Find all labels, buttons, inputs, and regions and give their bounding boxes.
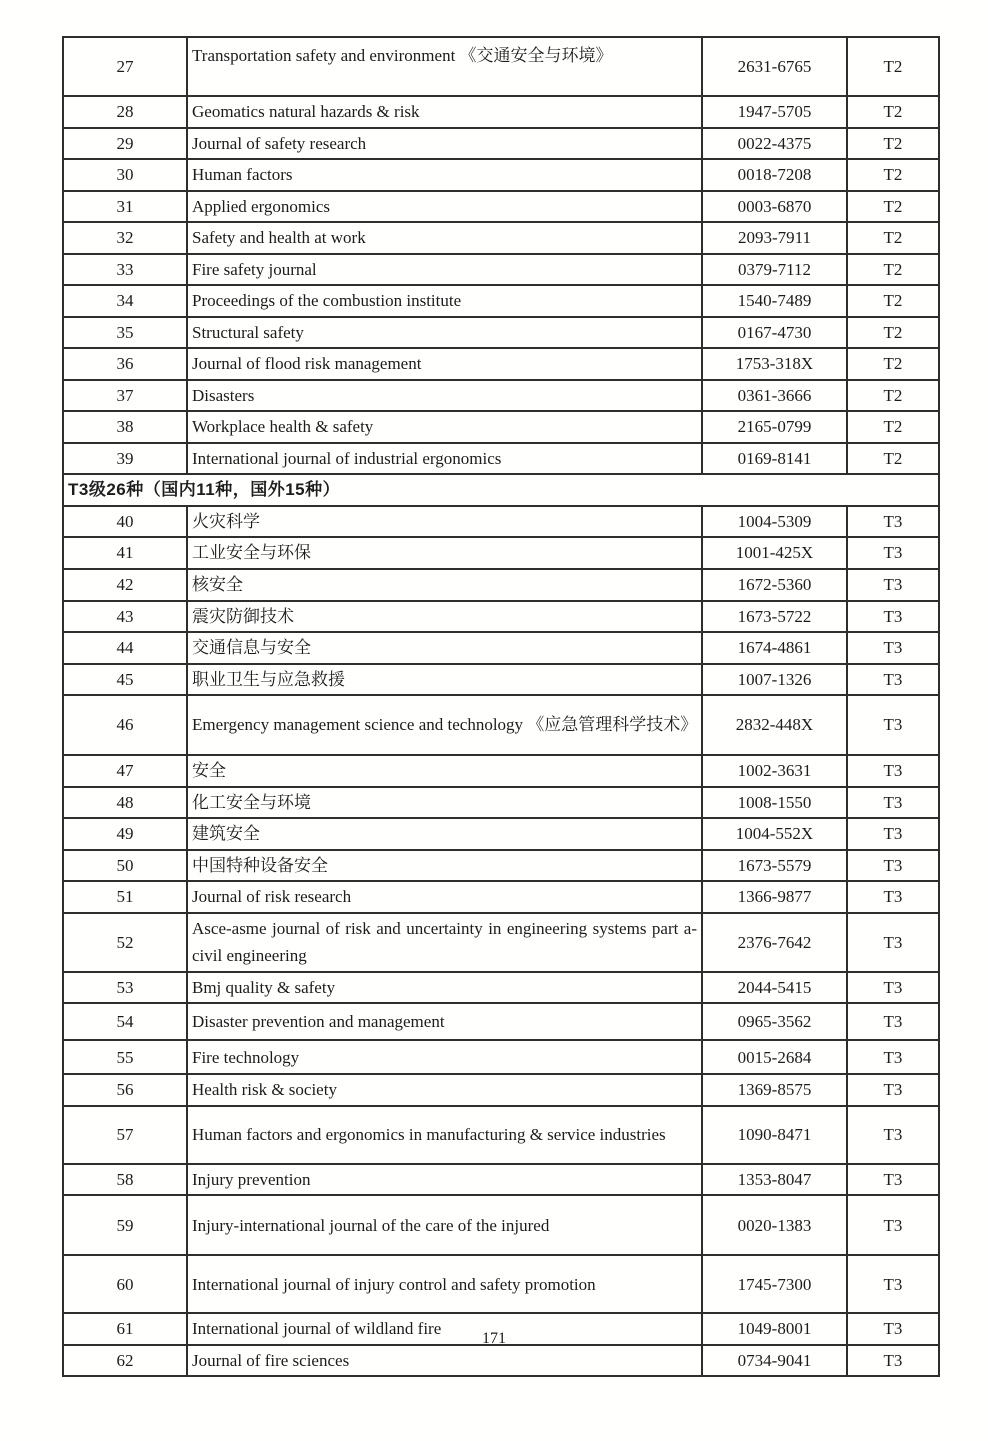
table-row (63, 632, 939, 664)
issn-cell: 0018-7208 (702, 159, 847, 191)
issn-cell: 1674-4861 (702, 632, 847, 664)
table-row (63, 37, 939, 96)
row-number-cell: 31 (63, 191, 187, 223)
issn-cell: 0003-6870 (702, 191, 847, 223)
table-row (63, 380, 939, 412)
journal-name-cell: Geomatics natural hazards & risk (187, 96, 702, 128)
journal-name-cell: Fire safety journal (187, 254, 702, 286)
tier-cell: T2 (847, 96, 939, 128)
row-number-cell: 50 (63, 850, 187, 882)
journal-name-cell: Transportation safety and environment 《交通安全与环境》 (187, 37, 702, 96)
issn-cell: 0379-7112 (702, 254, 847, 286)
issn-cell: 1673-5579 (702, 850, 847, 882)
row-number-cell: 53 (63, 972, 187, 1004)
table-row (63, 1106, 939, 1164)
table-row (63, 569, 939, 601)
issn-cell: 0022-4375 (702, 128, 847, 160)
tier-cell: T3 (847, 1106, 939, 1164)
journal-name-cell: Disaster prevention and management (187, 1003, 702, 1040)
journal-name-cell: Disasters (187, 380, 702, 412)
table-row (63, 1074, 939, 1106)
table-row (63, 285, 939, 317)
table-row (63, 755, 939, 787)
row-number-cell: 43 (63, 601, 187, 633)
journal-name-cell: Health risk & society (187, 1074, 702, 1106)
row-number-cell: 61 (63, 1313, 187, 1345)
tier-cell: T2 (847, 37, 939, 96)
journal-name-cell: International journal of wildland fire (187, 1313, 702, 1345)
table-row (63, 254, 939, 286)
tier-cell: T3 (847, 1345, 939, 1377)
issn-cell: 2165-0799 (702, 411, 847, 443)
issn-cell: 1004-5309 (702, 506, 847, 538)
journal-name-cell: Injury-international journal of the care of the injured (187, 1195, 702, 1255)
table-row (63, 128, 939, 160)
table-row (63, 881, 939, 913)
table-row (63, 222, 939, 254)
row-number-cell: 47 (63, 755, 187, 787)
tier-cell: T3 (847, 1164, 939, 1196)
journal-name-cell: 中国特种设备安全 (187, 850, 702, 882)
issn-cell: 0020-1383 (702, 1195, 847, 1255)
row-number-cell: 56 (63, 1074, 187, 1106)
table-row (63, 1255, 939, 1313)
tier-cell: T3 (847, 1003, 939, 1040)
tier-cell: T3 (847, 601, 939, 633)
tier-cell: T3 (847, 1040, 939, 1074)
journal-name-cell: Journal of flood risk management (187, 348, 702, 380)
table-row (63, 1345, 939, 1377)
issn-cell: 0015-2684 (702, 1040, 847, 1074)
issn-cell: 2832-448X (702, 695, 847, 755)
tier-cell: T3 (847, 1195, 939, 1255)
tier-cell: T2 (847, 191, 939, 223)
page-number: 171 (482, 1330, 506, 1347)
tier-cell: T3 (847, 537, 939, 569)
journal-name-cell: Human factors and ergonomics in manufacturing & service industries (187, 1106, 702, 1164)
row-number-cell: 28 (63, 96, 187, 128)
tier-cell: T3 (847, 972, 939, 1004)
issn-cell: 1366-9877 (702, 881, 847, 913)
table-row (63, 695, 939, 755)
issn-cell: 2631-6765 (702, 37, 847, 96)
tier-cell: T3 (847, 695, 939, 755)
issn-cell: 1008-1550 (702, 787, 847, 819)
table-row (63, 159, 939, 191)
journal-name-cell: Safety and health at work (187, 222, 702, 254)
row-number-cell: 38 (63, 411, 187, 443)
table-row (63, 1164, 939, 1196)
issn-cell: 1672-5360 (702, 569, 847, 601)
journal-name-cell: 交通信息与安全 (187, 632, 702, 664)
tier-cell: T2 (847, 443, 939, 475)
tier-cell: T2 (847, 317, 939, 349)
row-number-cell: 59 (63, 1195, 187, 1255)
table-row (63, 317, 939, 349)
journal-name-cell: International journal of injury control and safety promotion (187, 1255, 702, 1313)
journal-name-cell: 火灾科学 (187, 506, 702, 538)
row-number-cell: 49 (63, 818, 187, 850)
issn-cell: 1745-7300 (702, 1255, 847, 1313)
table-row (63, 443, 939, 475)
row-number-cell: 39 (63, 443, 187, 475)
issn-cell: 1004-552X (702, 818, 847, 850)
row-number-cell: 32 (63, 222, 187, 254)
journal-name-cell: 安全 (187, 755, 702, 787)
tier-cell: T2 (847, 348, 939, 380)
journal-name-cell: Journal of risk research (187, 881, 702, 913)
issn-cell: 1002-3631 (702, 755, 847, 787)
issn-cell: 1049-8001 (702, 1313, 847, 1345)
table-row (63, 1195, 939, 1255)
row-number-cell: 40 (63, 506, 187, 538)
table-row (63, 96, 939, 128)
tier-cell: T3 (847, 1313, 939, 1345)
issn-cell: 0361-3666 (702, 380, 847, 412)
row-number-cell: 27 (63, 37, 187, 96)
journal-name-cell: Structural safety (187, 317, 702, 349)
section-header-row (63, 474, 939, 506)
tier-cell: T2 (847, 254, 939, 286)
tier-cell: T2 (847, 159, 939, 191)
row-number-cell: 29 (63, 128, 187, 160)
row-number-cell: 37 (63, 380, 187, 412)
table-row (63, 850, 939, 882)
row-number-cell: 62 (63, 1345, 187, 1377)
tier-cell: T2 (847, 380, 939, 412)
tier-cell: T2 (847, 222, 939, 254)
journal-name-cell: Fire technology (187, 1040, 702, 1074)
table-row (63, 506, 939, 538)
tier-cell: T3 (847, 787, 939, 819)
row-number-cell: 58 (63, 1164, 187, 1196)
row-number-cell: 45 (63, 664, 187, 696)
tier-cell: T3 (847, 1255, 939, 1313)
issn-cell: 1007-1326 (702, 664, 847, 696)
row-number-cell: 41 (63, 537, 187, 569)
journal-name-cell: 职业卫生与应急救援 (187, 664, 702, 696)
tier-cell: T2 (847, 128, 939, 160)
tier-cell: T3 (847, 818, 939, 850)
row-number-cell: 30 (63, 159, 187, 191)
row-number-cell: 48 (63, 787, 187, 819)
row-number-cell: 44 (63, 632, 187, 664)
table-row (63, 1040, 939, 1074)
tier-cell: T2 (847, 285, 939, 317)
tier-cell: T3 (847, 664, 939, 696)
issn-cell: 0965-3562 (702, 1003, 847, 1040)
tier-cell: T2 (847, 411, 939, 443)
issn-cell: 0167-4730 (702, 317, 847, 349)
tier-cell: T3 (847, 506, 939, 538)
journal-name-cell: 建筑安全 (187, 818, 702, 850)
table-row (63, 348, 939, 380)
section-header-label: T3级26种（国内11种，国外15种） (63, 474, 939, 506)
row-number-cell: 42 (63, 569, 187, 601)
row-number-cell: 33 (63, 254, 187, 286)
row-number-cell: 35 (63, 317, 187, 349)
table-row (63, 601, 939, 633)
issn-cell: 0734-9041 (702, 1345, 847, 1377)
row-number-cell: 36 (63, 348, 187, 380)
row-number-cell: 55 (63, 1040, 187, 1074)
row-number-cell: 57 (63, 1106, 187, 1164)
tier-cell: T3 (847, 881, 939, 913)
journal-name-cell: International journal of industrial ergonomics (187, 443, 702, 475)
issn-cell: 0169-8141 (702, 443, 847, 475)
issn-cell: 1001-425X (702, 537, 847, 569)
tier-cell: T3 (847, 913, 939, 972)
table-row (63, 787, 939, 819)
table-row (63, 664, 939, 696)
table-row (63, 1003, 939, 1040)
row-number-cell: 60 (63, 1255, 187, 1313)
journal-name-cell: 化工安全与环境 (187, 787, 702, 819)
table-row (63, 191, 939, 223)
journal-name-cell: Workplace health & safety (187, 411, 702, 443)
issn-cell: 1673-5722 (702, 601, 847, 633)
journal-name-cell: Journal of fire sciences (187, 1345, 702, 1377)
issn-cell: 1753-318X (702, 348, 847, 380)
journal-name-cell: 核安全 (187, 569, 702, 601)
row-number-cell: 51 (63, 881, 187, 913)
table-row (63, 537, 939, 569)
journal-name-cell: 震灾防御技术 (187, 601, 702, 633)
table-row (63, 411, 939, 443)
journal-ranking-table (62, 36, 940, 1377)
journal-name-cell: Asce-asme journal of risk and uncertainty in engineering systems part a-civil engineering (187, 913, 702, 972)
row-number-cell: 54 (63, 1003, 187, 1040)
row-number-cell: 34 (63, 285, 187, 317)
issn-cell: 1947-5705 (702, 96, 847, 128)
journal-name-cell: Applied ergonomics (187, 191, 702, 223)
issn-cell: 1090-8471 (702, 1106, 847, 1164)
issn-cell: 2044-5415 (702, 972, 847, 1004)
journal-table-body (63, 37, 939, 1376)
tier-cell: T3 (847, 850, 939, 882)
issn-cell: 1369-8575 (702, 1074, 847, 1106)
journal-name-cell: Proceedings of the combustion institute (187, 285, 702, 317)
row-number-cell: 46 (63, 695, 187, 755)
issn-cell: 1540-7489 (702, 285, 847, 317)
table-row (63, 818, 939, 850)
row-number-cell: 52 (63, 913, 187, 972)
journal-name-cell: Journal of safety research (187, 128, 702, 160)
journal-name-cell: Human factors (187, 159, 702, 191)
table-row (63, 913, 939, 972)
issn-cell: 1353-8047 (702, 1164, 847, 1196)
tier-cell: T3 (847, 755, 939, 787)
issn-cell: 2376-7642 (702, 913, 847, 972)
table-row (63, 972, 939, 1004)
tier-cell: T3 (847, 632, 939, 664)
journal-name-cell: Bmj quality & safety (187, 972, 702, 1004)
issn-cell: 2093-7911 (702, 222, 847, 254)
journal-name-cell: 工业安全与环保 (187, 537, 702, 569)
journal-name-cell: Emergency management science and technology 《应急管理科学技术》 (187, 695, 702, 755)
tier-cell: T3 (847, 569, 939, 601)
tier-cell: T3 (847, 1074, 939, 1106)
journal-name-cell: Injury prevention (187, 1164, 702, 1196)
